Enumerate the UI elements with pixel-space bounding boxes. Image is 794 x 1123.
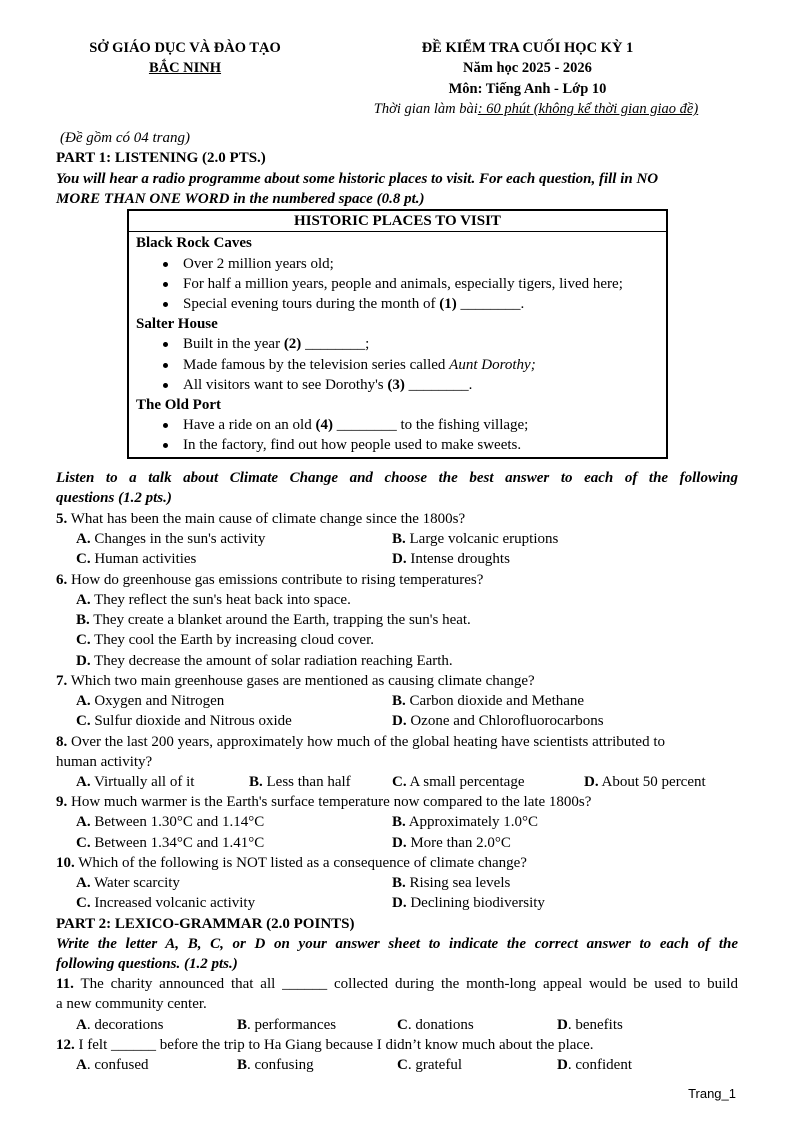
list-item: Special evening tours during the month of (1) ________. [183,294,524,314]
option-c: C. They cool the Earth by increasing cloud cover. [76,632,374,648]
option-c: C. Sulfur dioxide and Nitrous oxide [76,713,292,729]
time-line: Thời gian làm bài: 60 phút (không kể thời gian giao đề) [373,101,699,117]
option-d: D. About 50 percent [584,774,706,790]
option-d: D. Intense droughts [392,551,510,567]
option-c: C. Human activities [76,551,197,567]
pages-note: (Đề gồm có 04 trang) [60,130,190,146]
question-8: 8. Over the last 200 years, approximately how much of the global heating have scientists attributed to [56,734,666,750]
list-item: Made famous by the television series called Aunt Dorothy; [183,355,536,375]
part1-instruction2-line1: Listen to a talk about Climate Change and choose the best answer to each of the following [56,470,738,486]
page-number: Trang_1 [688,1086,736,1101]
option-a: A. Virtually all of it [76,774,195,790]
part2-instruction-line1: Write the letter A, B, C, or D on your answer sheet to indicate the correct answer to each of the [56,936,738,952]
option-b: B. They create a blanket around the Earth, trapping the sun's heat. [76,612,471,628]
part2-title: PART 2: LEXICO-GRAMMAR (2.0 POINTS) [56,916,355,932]
question-11-cont: a new community center. [56,996,207,1012]
part1-title: PART 1: LISTENING (2.0 PTS.) [56,150,266,166]
option-b: B. Approximately 1.0°C [392,814,539,830]
option-d: D. Ozone and Chlorofluorocarbons [392,713,604,729]
option-c: C. Between 1.34°C and 1.41°C [76,835,265,851]
option-d: D. Declining biodiversity [392,895,545,911]
option-b: B. performances [237,1017,337,1033]
question-6: 6. How do greenhouse gas emissions contribute to rising temperatures? [56,572,484,588]
exam-title: ĐỀ KIỂM TRA CUỐI HỌC KỲ 1 [421,40,634,56]
part1-instruction-line1: You will hear a radio programme about some historic places to visit. For each question, fill in NO [56,171,659,187]
school-year: Năm học 2025 - 2026 [463,60,592,76]
option-a: A. Changes in the sun's activity [76,531,266,547]
place-salter-house: Salter House [136,316,218,332]
option-c: C. donations [397,1017,474,1033]
historic-places-table [127,209,668,459]
option-d: D. confident [557,1057,632,1073]
province-name: BẮC NINH [148,60,222,76]
list-item: Built in the year (2) ________; [183,334,369,354]
subject-line: Môn: Tiếng Anh - Lớp 10 [448,81,607,97]
question-11: 11. The charity announced that all ______ collected during the month-long appeal would be used to build [56,976,738,992]
option-a: A. confused [76,1057,149,1073]
list-item: All visitors want to see Dorothy's (3) ________. [183,375,472,395]
part2-instruction-line2: following questions. (1.2 pts.) [56,956,238,972]
option-b: B. confusing [237,1057,314,1073]
option-b: B. Less than half [249,774,351,790]
place-old-port: The Old Port [136,397,221,413]
option-d: D. benefits [557,1017,623,1033]
option-a: A. decorations [76,1017,164,1033]
option-d: D. More than 2.0°C [392,835,511,851]
option-a: A. They reflect the sun's heat back into space. [76,592,351,608]
option-a: A. Oxygen and Nitrogen [76,693,225,709]
place-black-rock-caves: Black Rock Caves [136,235,252,251]
list-item: Over 2 million years old; [183,254,334,274]
option-d: D. They decrease the amount of solar radiation reaching Earth. [76,653,453,669]
list-item: For half a million years, people and animals, especially tigers, lived here; [183,274,623,294]
option-b: B. Rising sea levels [392,875,511,891]
option-c: C. Increased volcanic activity [76,895,256,911]
option-a: A. Water scarcity [76,875,180,891]
part1-instruction2-line2: questions (1.2 pts.) [56,490,172,506]
option-a: A. Between 1.30°C and 1.14°C [76,814,265,830]
question-8-cont: human activity? [56,754,153,770]
part1-instruction-line2: MORE THAN ONE WORD in the numbered space (0.8 pt.) [56,191,425,207]
question-7: 7. Which two main greenhouse gases are mentioned as causing climate change? [56,673,535,689]
department-name: SỞ GIÁO DỤC VÀ ĐÀO TẠO [89,40,281,56]
option-c: C. A small percentage [392,774,525,790]
list-item: Have a ride on an old (4) ________ to the fishing village; [183,415,528,435]
option-b: B. Carbon dioxide and Methane [392,693,585,709]
question-10: 10. Which of the following is NOT listed as a consequence of climate change? [56,855,527,871]
question-5: 5. What has been the main cause of climate change since the 1800s? [56,511,466,527]
option-c: C. grateful [397,1057,462,1073]
question-12: 12. I felt ______ before the trip to Ha Giang because I didn’t know much about the place. [56,1037,594,1053]
option-b: B. Large volcanic eruptions [392,531,559,547]
question-9: 9. How much warmer is the Earth's surface temperature now compared to the late 1800s? [56,794,592,810]
list-item: In the factory, find out how people used to make sweets. [183,435,521,455]
table-title: HISTORIC PLACES TO VISIT [129,211,666,232]
